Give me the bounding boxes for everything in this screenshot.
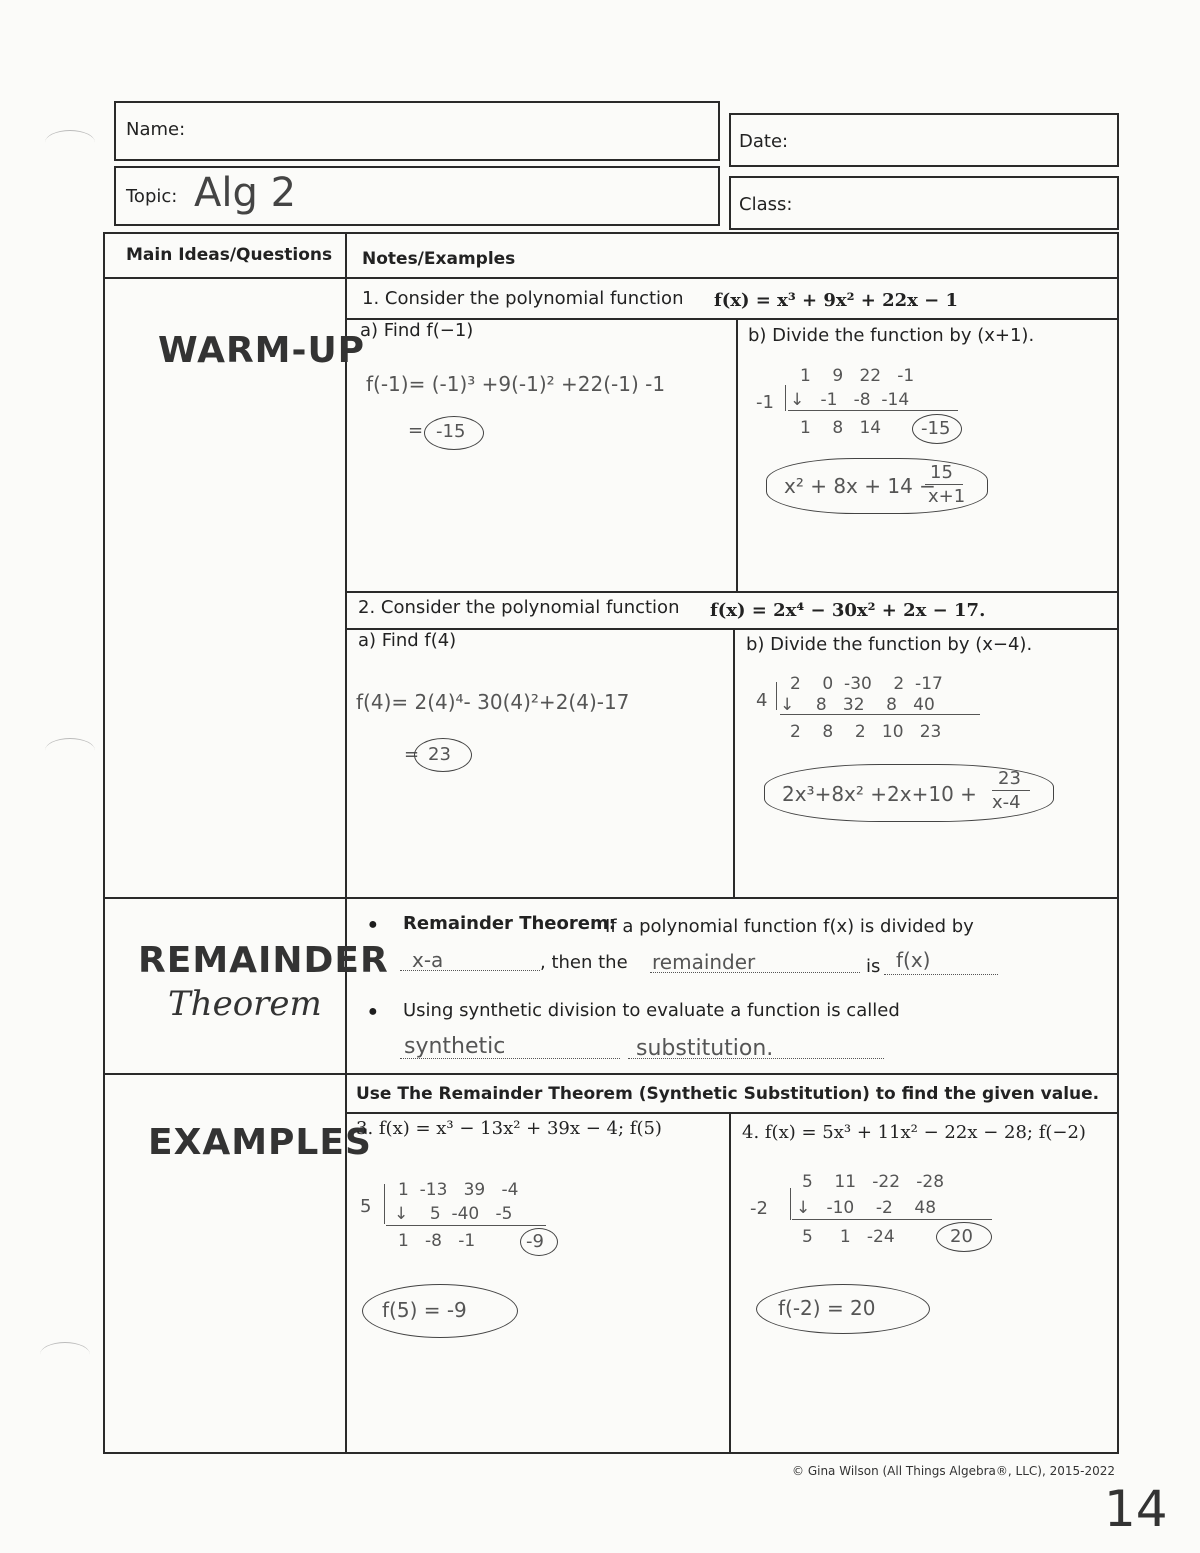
is-text: is [866,956,881,977]
examples-instruction: Use The Remainder Theorem (Synthetic Substitution) to find the given value. [356,1084,1100,1104]
then-the-text: , then the [540,952,628,973]
q4-division-bar [790,1188,791,1220]
q3-remainder: -9 [526,1231,544,1252]
q1-a-equals: = [408,420,424,441]
topic-label: Topic: [126,186,178,207]
warmup-divider [103,897,1119,899]
q2-b-fraction-bar [992,790,1030,791]
q1-b-row3: 1 8 14 [800,418,882,438]
q1-b-sum-line [788,410,958,411]
q1-a-answer: -15 [436,421,466,442]
blank-3[interactable] [884,974,998,975]
examples-title: EXAMPLES [148,1122,372,1163]
q4-divisor: -2 [750,1198,768,1219]
blank-1-answer: x-a [412,948,444,972]
q3-row3: 1 -8 -1 [398,1231,476,1251]
blank-3-answer: f(x) [896,948,931,972]
blank-5-answer: substitution. [636,1036,774,1061]
name-label: Name: [126,119,186,140]
notes-table [103,232,1119,1454]
name-field[interactable] [114,101,720,161]
remainder-title: REMAINDER [138,940,389,981]
class-field[interactable] [729,176,1119,230]
q2-top-divider [345,591,1119,593]
q2-b-row3: 2 8 2 10 23 [790,722,942,742]
q2-b-sum-line [780,714,980,715]
q2-prompt: 2. Consider the polynomial function [358,597,680,618]
q1-function: f(x) = x³ + 9x² + 22x − 1 [714,290,959,311]
hole-punch-mark [45,738,95,763]
q2-part-b-label: b) Divide the function by (x−4). [746,634,1033,655]
q3-row1: 1 -13 39 -4 [398,1180,519,1200]
q4-row1: 5 11 -22 -28 [802,1172,945,1192]
q3-q4-divider [729,1112,731,1454]
q2-function: f(x) = 2x⁴ − 30x² + 2x − 17. [710,600,986,621]
q4-answer: f(-2) = 20 [778,1296,876,1320]
q1-ab-divider [736,318,738,592]
q2-b-row1: 2 0 -30 2 -17 [790,674,943,694]
theorem-divider [103,1073,1119,1075]
main-ideas-header: Main Ideas/Questions [126,245,333,265]
bullet-marker: ● [368,916,378,933]
theorem-text: If a polynomial function f(x) is divided by [605,916,974,937]
q3-answer: f(5) = -9 [382,1298,467,1322]
q2-ab-divider [733,628,735,898]
q2-b-fraction-denominator: x-4 [992,792,1021,813]
q2-part-a-label: a) Find f(4) [358,630,457,651]
q1-b-division-bar [785,385,786,411]
q1-b-fraction-denominator: x+1 [928,486,966,507]
q1-b-fraction-numerator: 15 [930,462,953,483]
blank-4-answer: synthetic [404,1034,506,1059]
q3-division-bar [384,1184,385,1224]
header-divider [103,277,1119,279]
class-label: Class: [739,194,793,215]
instruction-divider [345,1112,1119,1114]
q4-prompt: 4. f(x) = 5x³ + 11x² − 22x − 28; f(−2) [742,1122,1086,1143]
page-number: 14 [1104,1480,1168,1538]
topic-value: Alg 2 [194,170,297,216]
remainder-subtitle: Theorem [168,984,322,1024]
blank-2-answer: remainder [652,950,756,974]
q4-row2: ↓ -10 -2 48 [796,1198,937,1218]
theorem-label: Remainder Theorem: [403,913,616,934]
q4-remainder: 20 [950,1226,973,1247]
notes-header: Notes/Examples [362,249,516,269]
q3-sum-line [386,1225,546,1226]
column-divider [345,232,347,1454]
q4-row3: 5 1 -24 [802,1227,895,1247]
q1-b-divisor: -1 [756,392,774,413]
q1-b-result: x² + 8x + 14 − [784,474,936,498]
q2-b-result: 2x³+8x² +2x+10 + [782,782,977,806]
q2-b-fraction-numerator: 23 [998,768,1021,789]
q2-prompt-divider [345,628,1119,630]
q1-part-a-label: a) Find f(−1) [360,320,474,341]
hole-punch-mark [45,130,95,155]
date-field[interactable] [729,113,1119,167]
q1-b-remainder: -15 [921,418,951,439]
q1-b-row2: ↓ -1 -8 -14 [790,390,910,410]
q2-a-equals: = [404,744,420,765]
q1-prompt: 1. Consider the polynomial function [362,288,684,309]
topic-field[interactable] [114,166,720,226]
q1-b-fraction-bar [925,484,963,485]
q1-a-work: f(-1)= (-1)³ +9(-1)² +22(-1) -1 [366,372,666,396]
q2-a-answer: 23 [428,744,451,765]
warmup-title: WARM-UP [158,330,366,371]
date-label: Date: [739,131,789,152]
q3-prompt: 3. f(x) = x³ − 13x² + 39x − 4; f(5) [356,1118,662,1139]
q2-b-row2: ↓ 8 32 8 40 [780,695,935,715]
q4-sum-line [792,1219,992,1220]
hole-punch-mark [40,1342,90,1367]
q2-a-work: f(4)= 2(4)⁴- 30(4)²+2(4)-17 [356,690,630,714]
q3-divisor: 5 [360,1196,372,1217]
q1-part-b-label: b) Divide the function by (x+1). [748,325,1035,346]
q1-b-row1: 1 9 22 -1 [800,366,915,386]
q2-b-division-bar [776,682,777,710]
q3-row2: ↓ 5 -40 -5 [394,1204,513,1224]
bullet-marker: ● [368,1003,378,1020]
copyright: © Gina Wilson (All Things Algebra®, LLC), 2015-2022 [792,1464,1115,1478]
q2-b-divisor: 4 [756,690,768,711]
synthetic-text: Using synthetic division to evaluate a function is called [403,1000,900,1021]
